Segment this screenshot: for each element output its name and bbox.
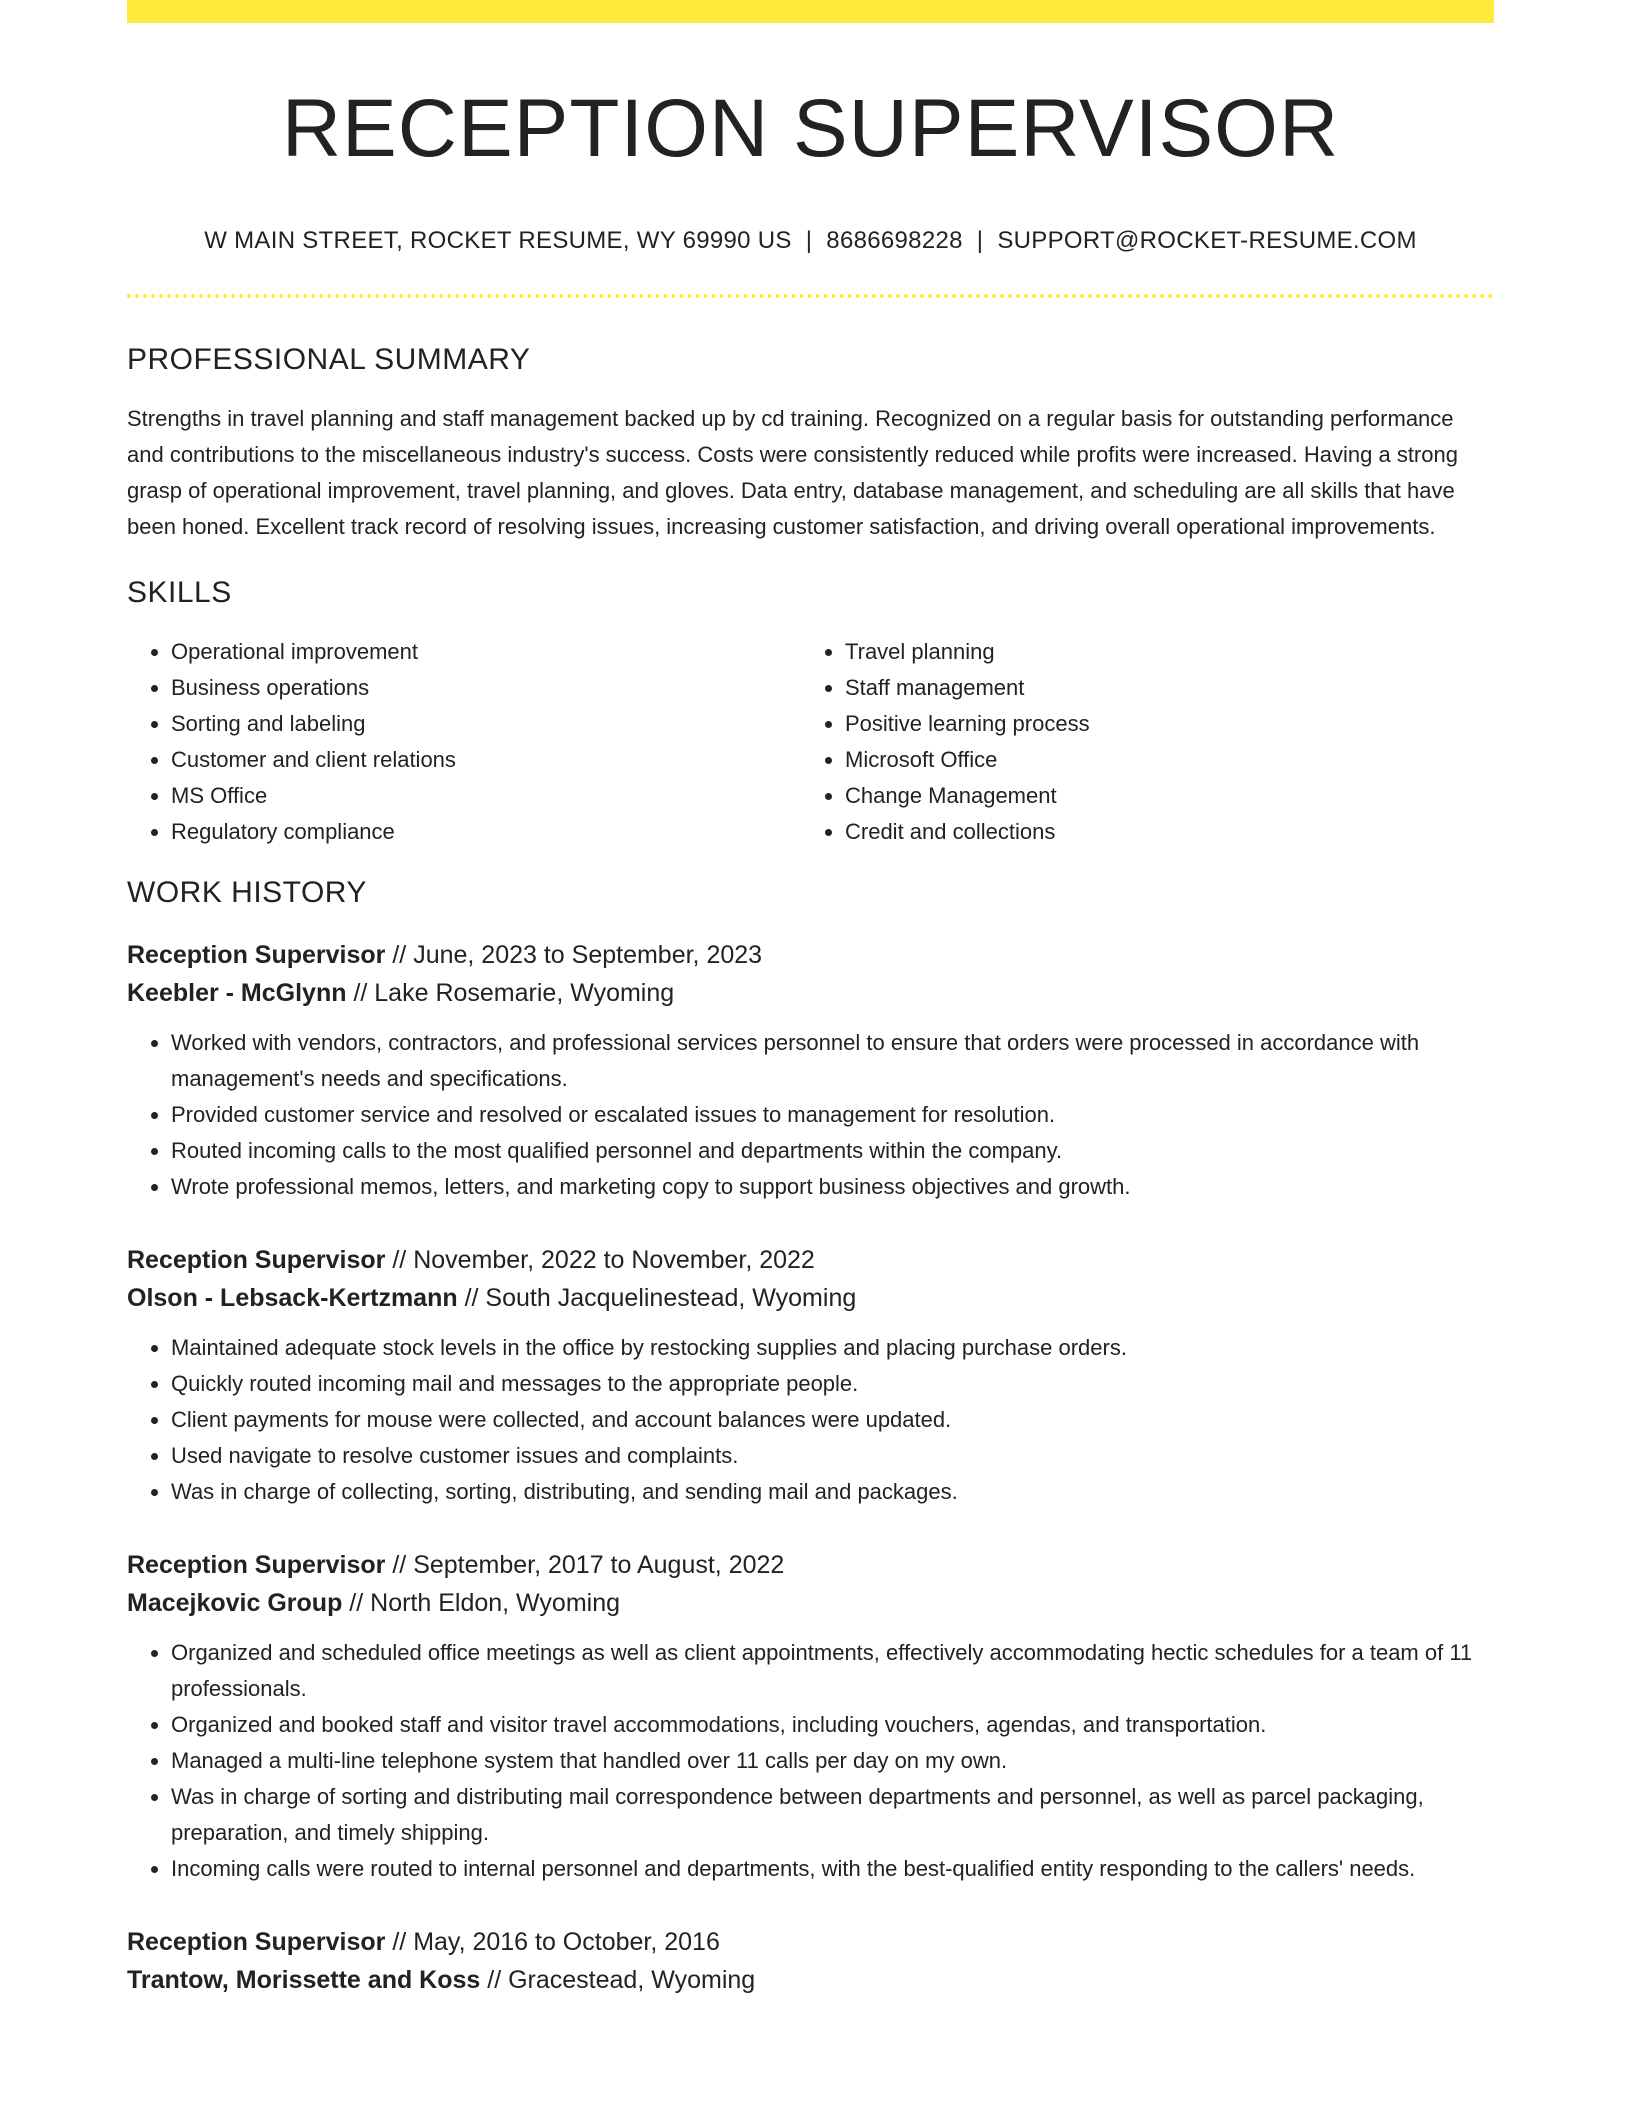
job-dates: // June, 2023 to September, 2023 [385, 941, 763, 970]
job-bullet: • Routed incoming calls to the most qualified personnel and departments within the company. [171, 1133, 1494, 1169]
job-company-line [127, 1279, 1494, 1317]
skills-column-right [801, 634, 1475, 850]
skill-item: • Customer and client relations [171, 742, 801, 778]
contact-line [127, 227, 1494, 255]
job-bullet: • Organized and scheduled office meetings as well as client appointments, effectively accommodating hectic schedules for a team of 11 professionals. [171, 1635, 1494, 1707]
contact-phone[interactable]: 8686698228 [826, 227, 963, 255]
job-location: // Lake Rosemarie, Wyoming [346, 979, 675, 1008]
job-dates: // September, 2017 to August, 2022 [385, 1551, 785, 1580]
skill-item: • Business operations [171, 670, 801, 706]
job-entry [127, 1923, 1494, 1999]
job-dates: // November, 2022 to November, 2022 [385, 1246, 815, 1275]
job-location: // North Eldon, Wyoming [342, 1589, 621, 1618]
job-bullet: • Managed a multi-line telephone system that handled over 11 calls per day on my own. [171, 1743, 1494, 1779]
contact-separator: | [976, 227, 984, 255]
job-bullet: • Wrote professional memos, letters, and marketing copy to support business objectives and growth. [171, 1169, 1494, 1205]
skill-item: • Change Management [845, 778, 1475, 814]
job-bullets [127, 1330, 1494, 1510]
skills-heading: SKILLS [127, 576, 232, 610]
job-company-line [127, 1961, 1494, 1999]
job-bullet: • Was in charge of sorting and distributing mail correspondence between departments and personnel, as well as parcel packaging, preparation, and timely shipping. [171, 1779, 1494, 1851]
job-bullet: • Organized and booked staff and visitor travel accommodations, including vouchers, agendas, and transportation. [171, 1707, 1494, 1743]
skill-item: • MS Office [171, 778, 801, 814]
summary-heading: PROFESSIONAL SUMMARY [127, 343, 531, 377]
skill-item: • Credit and collections [845, 814, 1475, 850]
job-bullet: • Incoming calls were routed to internal personnel and departments, with the best-qualified entity responding to the callers' needs. [171, 1851, 1494, 1887]
job-company: Trantow, Morissette and Koss [127, 1966, 481, 1995]
work-history-heading: WORK HISTORY [127, 876, 367, 910]
skills-column-left [127, 634, 801, 850]
job-entry [127, 1241, 1494, 1510]
skill-item: • Regulatory compliance [171, 814, 801, 850]
resume-title: RECEPTION SUPERVISOR [281, 83, 1340, 174]
job-location: // South Jacquelinestead, Wyoming [457, 1284, 857, 1313]
job-bullet: • Quickly routed incoming mail and messages to the appropriate people. [171, 1366, 1494, 1402]
job-company: Olson - Lebsack-Kertzmann [127, 1284, 458, 1313]
job-bullet: • Used navigate to resolve customer issues and complaints. [171, 1438, 1494, 1474]
job-bullet: • Was in charge of collecting, sorting, distributing, and sending mail and packages. [171, 1474, 1494, 1510]
skill-item: • Travel planning [845, 634, 1475, 670]
job-title: Reception Supervisor [127, 1246, 386, 1275]
job-company: Macejkovic Group [127, 1589, 343, 1618]
skills-list [127, 634, 1494, 850]
job-dates: // May, 2016 to October, 2016 [385, 1928, 720, 1957]
contact-address: W MAIN STREET, ROCKET RESUME, WY 69990 US [204, 227, 792, 255]
job-entry [127, 936, 1494, 1205]
job-title: Reception Supervisor [127, 941, 386, 970]
contact-email[interactable]: SUPPORT@ROCKET-RESUME.COM [997, 227, 1417, 255]
skill-item: • Staff management [845, 670, 1475, 706]
dotted-divider [127, 294, 1494, 298]
job-title: Reception Supervisor [127, 1928, 386, 1957]
job-bullets [127, 1635, 1494, 1887]
job-company-line [127, 1584, 1494, 1622]
job-company: Keebler - McGlynn [127, 979, 347, 1008]
skill-item: • Operational improvement [171, 634, 801, 670]
job-title-line [127, 936, 1494, 974]
job-title: Reception Supervisor [127, 1551, 386, 1580]
skill-item: • Sorting and labeling [171, 706, 801, 742]
resume-page [127, 0, 1494, 1999]
job-company-line [127, 974, 1494, 1012]
job-bullet: • Provided customer service and resolved or escalated issues to management for resolution. [171, 1097, 1494, 1133]
job-bullet: • Worked with vendors, contractors, and professional services personnel to ensure that orders were processed in accordance with management's needs and specifications. [171, 1025, 1494, 1097]
job-title-line [127, 1546, 1494, 1584]
summary-text: Strengths in travel planning and staff management backed up by cd training. Recognized on a regular basis for outstanding performance and contributions to the miscellaneous industry's success. Costs were consistently reduced while profits were increased. Having a strong grasp of operational improvement, travel planning, and gloves. Data entry, database management, and scheduling are all skills that have been honed. Excellent track record of resolving issues, increasing customer satisfaction, and driving overall operational improvements. [127, 406, 1458, 540]
job-bullets [127, 1025, 1494, 1205]
job-title-line [127, 1241, 1494, 1279]
job-bullet: • Client payments for mouse were collected, and account balances were updated. [171, 1402, 1494, 1438]
contact-separator: | [805, 227, 813, 255]
job-location: // Gracestead, Wyoming [480, 1966, 756, 1995]
job-entry [127, 1546, 1494, 1887]
accent-top-bar [127, 0, 1494, 23]
skill-item: • Microsoft Office [845, 742, 1475, 778]
skill-item: • Positive learning process [845, 706, 1475, 742]
job-bullet: • Maintained adequate stock levels in the office by restocking supplies and placing purchase orders. [171, 1330, 1494, 1366]
job-title-line [127, 1923, 1494, 1961]
